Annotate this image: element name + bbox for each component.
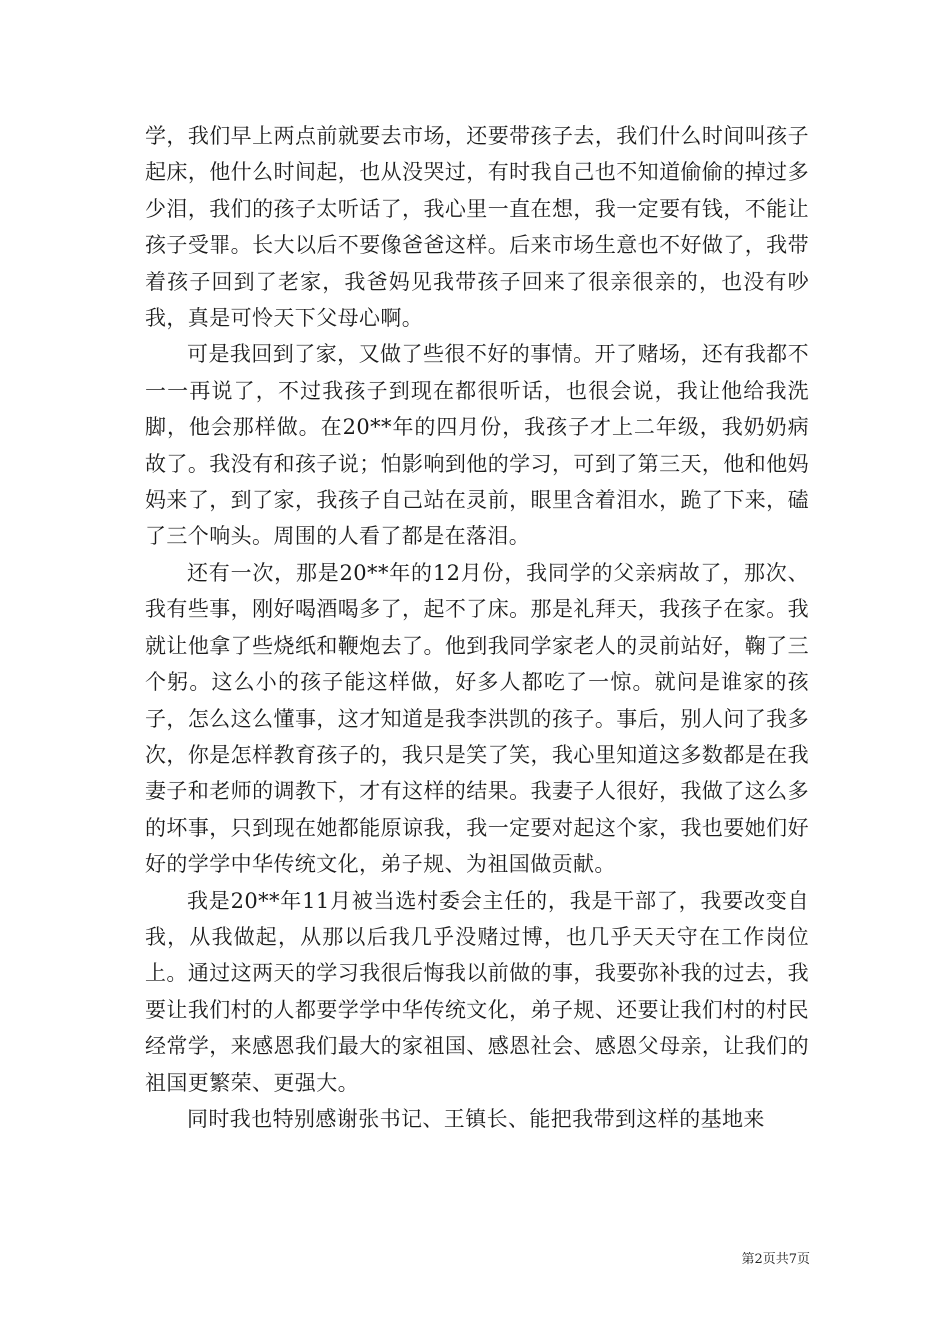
paragraph-3: 还有一次，那是20**年的12月份，我同学的父亲病故了，那次、我有些事，刚好喝酒喝多了，起不了床。那是礼拜天，我孩子在家。我就让他拿了些烧纸和鞭炮去了。他到我同学家老人的灵前站好，鞠了三个躬。这么小的孩子能这样做，好多人都吃了一惊。就问是谁家的孩子，怎么这么懂事，这才知道是我李洪凯的孩子。事后，别人问了我多次，你是怎样教育孩子的，我只是笑了笑，我心里知道这多数都是在我妻子和老师的调教下，才有这样的结果。我妻子人很好，我做了这么多的坏事，只到现在她都能原谅我，我一定要对起这个家，我也要她们好好的学学中华传统文化，弟子规、为祖国做贡献。 bbox=[145, 560, 809, 877]
page-number-label: 第2页共7页 bbox=[741, 1252, 810, 1267]
paragraph-1: 学，我们早上两点前就要去市场，还要带孩子去，我们什么时间叫孩子起床，他什么时间起，也从没哭过，有时我自己也不知道偷偷的掉过多少泪，我们的孩子太听话了，我心里一直在想，我一定要有钱，不能让孩子受罪。长大以后不要像爸爸这样。后来市场生意也不好做了，我带着孩子回到了老家，我爸妈见我带孩子回来了很亲很亲的，也没有吵我，真是可怜天下父母心啊。 bbox=[145, 124, 809, 331]
paragraph-5: 同时我也特别感谢张书记、王镇长、能把我带到这样的基地来 bbox=[187, 1106, 765, 1131]
paragraph-2: 可是我回到了家，又做了些很不好的事情。开了赌场，还有我都不一一再说了，不过我孩子到现在都很听话，也很会说，我让他给我洗脚，他会那样做。在20**年的四月份，我孩子才上二年级，我奶奶病故了。我没有和孩子说；怕影响到他的学习，可到了第三天，他和他妈妈来了，到了家，我孩子自己站在灵前，眼里含着泪水，跪了下来，磕了三个响头。周围的人看了都是在落泪。 bbox=[145, 342, 809, 549]
body-text bbox=[145, 118, 809, 1137]
paragraph-4: 我是20**年11月被当选村委会主任的，我是干部了，我要改变自我，从我做起，从那以后我几乎没赌过博，也几乎天天守在工作岗位上。通过这两天的学习我很后悔我以前做的事，我要弥补我的过去，我要让我们村的人都要学学中华传统文化，弟子规、还要让我们村的村民经常学，来感恩我们最大的家祖国、感恩社会、感恩父母亲，让我们的祖国更繁荣、更强大。 bbox=[145, 888, 809, 1095]
page-number-footer bbox=[660, 1248, 810, 1267]
